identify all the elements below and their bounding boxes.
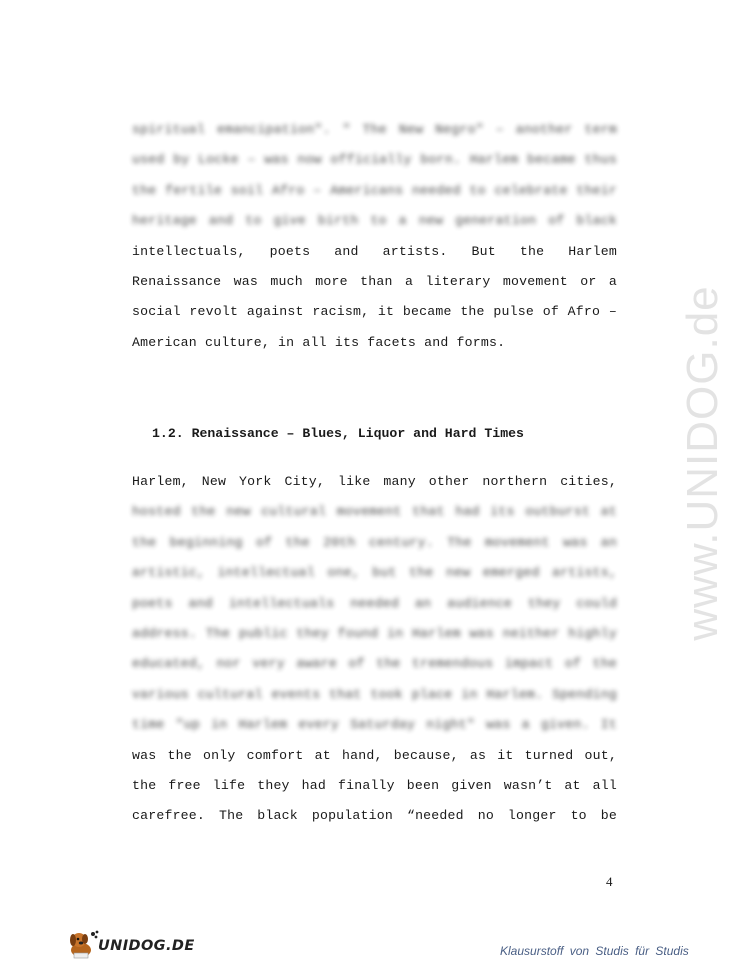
text-line: Harlem, New York City, like many other northern cities, bbox=[132, 474, 617, 489]
blurred-text-line: used by Locke – was now officially born. Harlem became thus bbox=[132, 152, 617, 168]
text-line: social revolt against racism, it became the pulse of Afro – bbox=[132, 304, 617, 320]
blurred-text-line: spiritual emancipation". " The New Negro" – another term bbox=[132, 122, 617, 137]
text-line: the free life they had finally been given wasn’t at all bbox=[132, 778, 617, 793]
blurred-text-line: heritage and to give birth to a new generation of black bbox=[132, 213, 617, 229]
blurred-text-line: artistic, intellectual one, but the new emerged artists, bbox=[132, 565, 617, 581]
section-heading: 1.2. Renaissance – Blues, Liquor and Hard Times bbox=[152, 426, 524, 441]
blurred-text-line: the fertile soil Afro – Americans needed to celebrate their bbox=[132, 182, 617, 198]
page-number: 4 bbox=[606, 874, 613, 889]
blurred-text-line: various cultural events that took place in Harlem. Spending bbox=[132, 686, 617, 702]
blurred-text-line: hosted the new cultural movement that had its outburst at bbox=[132, 504, 617, 520]
blurred-text-line: educated, nor very aware of the tremendous impact of the bbox=[132, 656, 617, 672]
text-line: intellectuals, poets and artists. But the Harlem bbox=[132, 243, 617, 259]
blurred-text-line: address. The public they found in Harlem was neither highly bbox=[132, 626, 617, 641]
logo-text: UNIDOG.DE bbox=[98, 938, 195, 954]
dog-icon bbox=[66, 928, 100, 960]
watermark: www.UNIDOG.de bbox=[678, 285, 727, 641]
blurred-text-line: time "up in Harlem every Saturday night" was a given. It bbox=[132, 717, 617, 733]
blurred-text-line: poets and intellectuals needed an audience they could bbox=[132, 595, 617, 611]
unidog-logo bbox=[66, 928, 196, 960]
blurred-text-line: the beginning of the 20th century. The movement was an bbox=[132, 534, 617, 550]
footer-tagline: Klausurstoff von Studis für Studis bbox=[500, 944, 689, 958]
text-line: American culture, in all its facets and forms. bbox=[132, 334, 506, 350]
text-line: was the only comfort at hand, because, as it turned out, bbox=[132, 747, 617, 763]
text-line: carefree. The black population “needed no longer to be bbox=[132, 808, 617, 824]
text-line: Renaissance was much more than a literary movement or a bbox=[132, 274, 617, 289]
